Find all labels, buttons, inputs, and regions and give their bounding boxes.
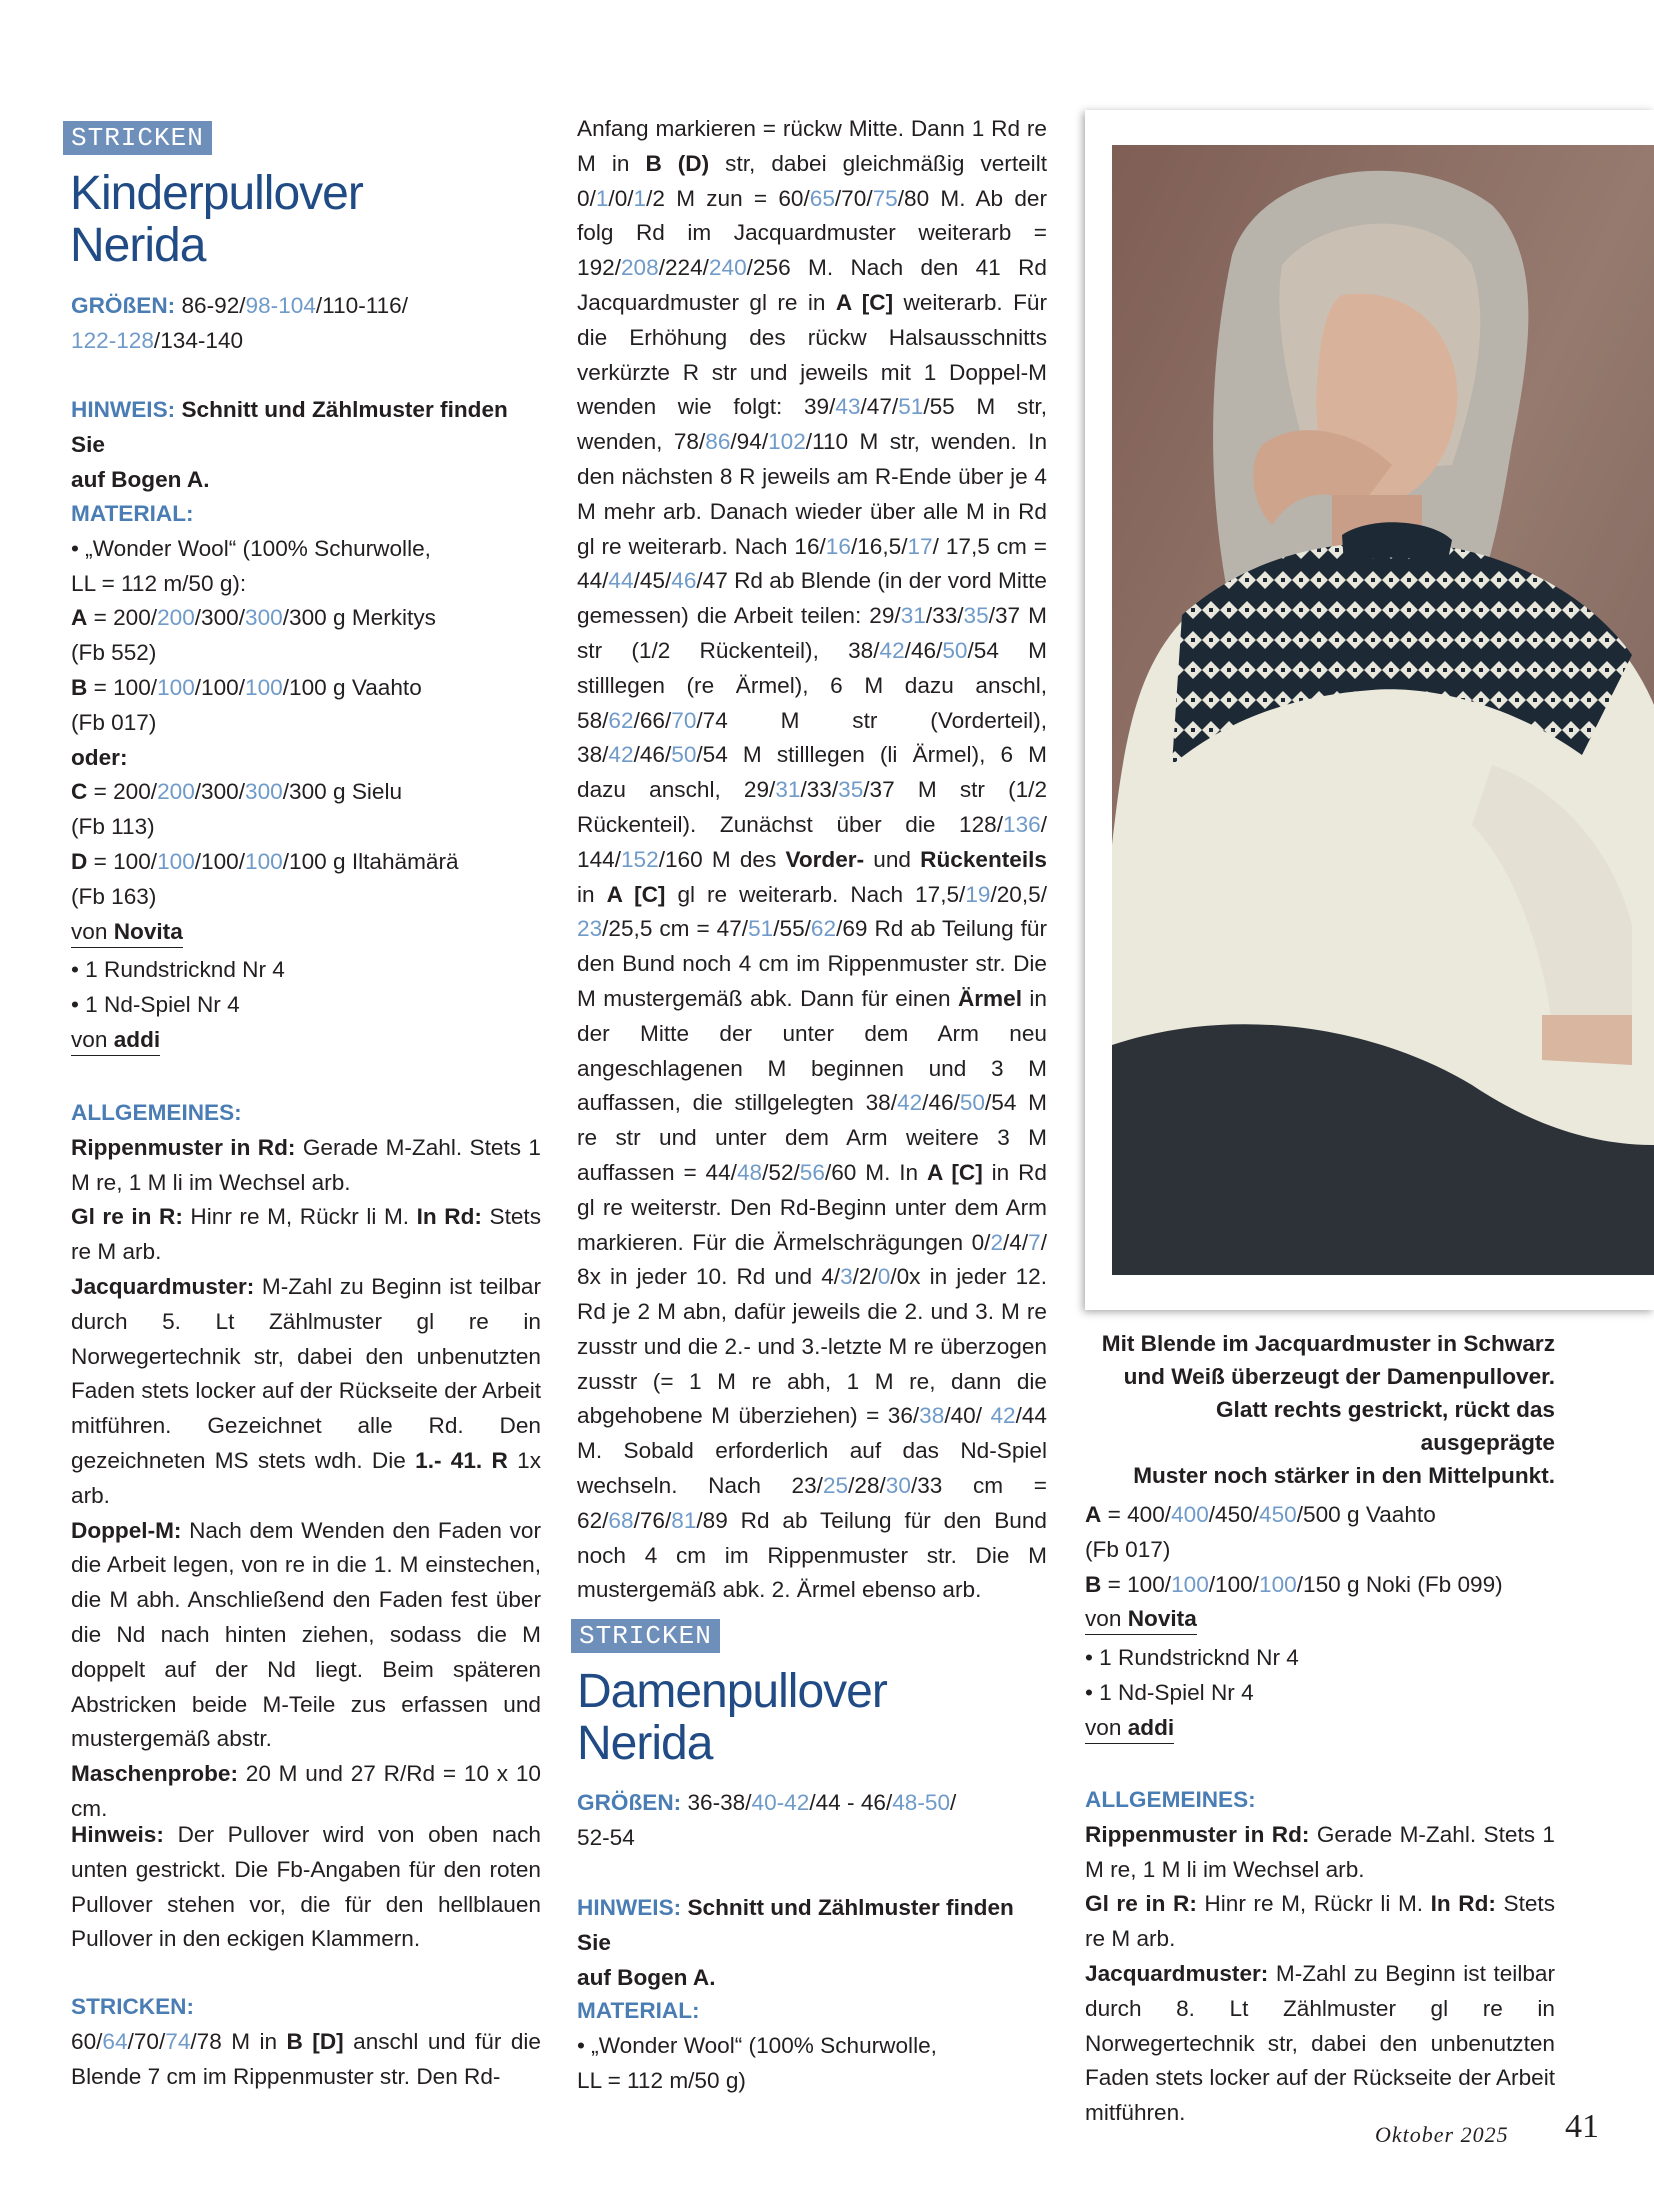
note-text: auf Bogen A. [71, 466, 210, 492]
hint-paragraph: Hinweis: Der Pullover wird von oben nach unten gestrickt. Die Fb-Angaben für den roten Pullover stehen vor, die für den hellblauen Pullover in den eckigen Klammern. [71, 1822, 541, 1952]
supplier-addi: von addi [71, 1025, 160, 1056]
material-line: D = 100/100/100/100/100 g Iltahämärä [71, 848, 459, 874]
general-paragraph: Jacquardmuster: M-Zahl zu Beginn ist teilbar durch 8. Lt Zählmuster gl re in Norwegertechnik str, dabei den unbenutzten Faden stets locker auf der Rückseite der Arbeit mitführen. [1085, 1960, 1555, 2126]
general-paragraph: Rippenmuster in Rd: Gerade M-Zahl. Stets 1 M re, 1 M li im Wechsel arb. [1085, 1821, 1555, 1882]
instructions-paragraph: Anfang markieren = rückw Mitte. Dann 1 Rd re M in B (D) str, dabei gleichmäßig verteilt 0/1/0/1/2 M zun = 60/65/70/75/80 M. Ab der folg Rd im Jacquardmuster weiterarb = 192/208/224/240/256 M. Nach den 41 Rd Jacquardmuster gl re in A [C] weiterarb. Für die Erhöhung des rückw Halsausschnitts verkürzte R str und jeweils mit 1 Doppel-M wenden wie folgt: 39/43/47/51/55 M str, wenden, 78/86/94/102/110 M str, wenden. In den nächsten 8 R jeweils am R-Ende über je 4 M mehr arb. Danach wieder über alle M in Rd gl re weiterarb. Nach 16/16/16,5/17/ 17,5 cm = 44/44/45/46/47 Rd ab Blende (in der vord Mitte gemessen) die Arbeit teilen: 29/31/33/35/37 M str (1/2 Rückenteil), 38/42/46/50/54 M stilllegen (re Ärmel), 6 M dazu anschl, 58/62/66/70/74 M str (Vorderteil), 38/42/46/50/54 M stilllegen (li Ärmel), 6 M dazu anschl, 29/31/33/35/37 M str (1/2 Rückenteil). Zunächst über die 128/136/ 144/152/160 M des Vorder- und Rückenteils in A [C] gl re weiterarb. Nach 17,5/19/20,5/ 23/25,5 cm = 47/51/55/62/69 Rd ab Teilung für den Bund noch 4 cm im Rippenmuster str. Die M mustergemäß abk. Dann für einen Ärmel in der Mitte der unter dem Arm neu angeschlagenen M beginnen und 3 M auffassen, die stillgelegten 38/42/46/50/54 M re str und unter dem Arm weitere 3 M auffassen = 44/48/52/56/60 M. In A [C] in Rd gl re weiterstr. Den Rd-Beginn unter dem Arm markieren. Für die Ärmelschrägungen 0/2/4/7/ 8x in jeder 10. Rd und 4/3/2/0/0x in jeder 12. Rd je 2 M abn, dafür jeweils die 2. und 3. M re zusstr und die 2.- und 3.-letzte M re überzogen zusstr (= 1 M re abh, 1 M re, dann die abgehobene M überziehen) = 36/38/40/ 42/44 M. Sobald erforderlich auf das Nd-Spiel wechseln. Nach 23/25/28/30/33 cm = 62/68/76/81/89 Rd ab Teilung für den Bund noch 4 cm im Rippenmuster str. Die M mustergemäß abk. 2. Ärmel ebenso arb. [577, 116, 1048, 1603]
tool-line: • 1 Nd-Spiel Nr 4 [71, 992, 240, 1018]
article-title [70, 168, 363, 272]
general-paragraph: Rippenmuster in Rd: Gerade M-Zahl. Stets 1 M re, 1 M li im Wechsel arb. [71, 1134, 541, 1195]
section-tag: STRICKEN [571, 1619, 720, 1653]
photo-illustration [1112, 145, 1654, 1275]
general-label: ALLGEMEINES: [71, 1100, 242, 1125]
general-paragraph: Gl re in R: Hinr re M, Rückr li M. In Rd: Stets re M arb. [71, 1204, 541, 1265]
note-text: Schnitt und Zählmuster finden Sie [71, 397, 508, 457]
material-line: (Fb 163) [71, 883, 157, 909]
caption-line: Mit Blende im Jacquardmuster in Schwarz [1101, 1331, 1555, 1356]
material-line: B = 100/100/100/100/150 g Noki (Fb 099) [1085, 1571, 1503, 1597]
sizes-label: GRÖßEN: [577, 1790, 682, 1815]
supplier-addi: von addi [1085, 1713, 1174, 1744]
material-line: (Fb 017) [1085, 1536, 1171, 1562]
stricken-label: STRICKEN: [71, 1994, 195, 2019]
knit-paragraph: 60/64/70/74/78 M in B [D] anschl und für die Blende 7 cm im Rippenmuster str. Den Rd- [71, 2028, 541, 2089]
tool-line: • 1 Nd-Spiel Nr 4 [1085, 1679, 1254, 1705]
general-label: ALLGEMEINES: [1085, 1787, 1256, 1812]
sizes [71, 289, 541, 359]
tool-line: • 1 Rundstricknd Nr 4 [71, 957, 285, 983]
note: HINWEIS: Schnitt und Zählmuster finden Sie auf Bogen A. [577, 1895, 1014, 1990]
material-line: A = 400/400/450/450/500 g Vaahto [1085, 1502, 1436, 1527]
material-line: • „Wonder Wool“ (100% Schurwolle, [71, 535, 431, 561]
note-label: HINWEIS: [577, 1895, 682, 1920]
supplier-novita: von Novita [71, 917, 183, 948]
size-value: 98-104 [245, 293, 316, 318]
material [71, 497, 541, 1058]
caption-line: Muster noch stärker in den Mittelpunkt. [1133, 1463, 1555, 1488]
yarn-letter: C [71, 779, 88, 805]
sizes: GRÖßEN: 36-38/40-42/44 - 46/48-50/ 52-54 [577, 1790, 957, 1850]
material-line: C = 200/200/300/300/300 g Sielu [71, 779, 403, 805]
material-line: LL = 112 m/50 g): [71, 570, 247, 596]
yarn-letter: A [71, 605, 88, 631]
general-paragraph: Doppel-M: Nach dem Wenden den Faden vor die Arbeit legen, von re in die 1. M einstechen, die M abh. Anschließend den Faden fest über die Nd nach hinten ziehen, sodass die M doppelt auf der Nd liegt. Beim späteren Abstricken beide M-Teile zus erfassen und mustergemäß abstr. [71, 1517, 541, 1752]
material-line: (Fb 113) [71, 814, 155, 840]
material-line: • „Wonder Wool“ (100% Schurwolle, [577, 2032, 937, 2058]
yarn-letter: B [71, 674, 88, 700]
caption-line: und Weiß überzeugt der Damenpullover. [1123, 1364, 1555, 1389]
size-value: /110-116/ [315, 293, 409, 318]
caption-line: Glatt rechts gestrickt, rückt das ausgeprägte [1215, 1397, 1555, 1455]
title-line: Nerida [70, 219, 206, 272]
general-paragraph: Maschenprobe: 20 M und 27 R/Rd = 10 x 10 cm. [71, 1761, 541, 1821]
section-tag: STRICKEN [63, 121, 212, 155]
title-line: Kinderpullover [70, 167, 363, 220]
article-title [577, 1666, 887, 1770]
size-value: 86-92/ [181, 293, 246, 318]
material-line: (Fb 552) [71, 640, 157, 666]
title-line: Damenpullover [577, 1665, 887, 1718]
general-paragraph: Gl re in R: Hinr re M, Rückr li M. In Rd: Stets re M arb. [1085, 1891, 1555, 1952]
material-line: B = 100/100/100/100/100 g Vaahto [71, 674, 422, 700]
material [1085, 1498, 1555, 1746]
material-line: oder: [71, 744, 128, 770]
knit-start [71, 1990, 541, 2094]
material [577, 1994, 1047, 2098]
yarn-letter: D [71, 848, 88, 874]
note-label: HINWEIS: [71, 397, 176, 422]
sizes-label: GRÖßEN: [71, 293, 176, 318]
title-line: Nerida [577, 1717, 713, 1770]
general-paragraph: Jacquardmuster: M-Zahl zu Beginn ist teilbar durch 5. Lt Zählmuster gl re in Norwegertechnik str, dabei den unbenutzten Faden stets locker auf der Rückseite der Arbeit mitführen. Gezeichnet alle Rd. Den gezeichneten MS stets wdh. Die 1.- 41. R 1x arb. [71, 1273, 541, 1508]
material-label: MATERIAL: [71, 501, 194, 526]
material-label: MATERIAL: [577, 1998, 700, 2023]
note [71, 393, 541, 497]
size-value: 122-128 [71, 327, 154, 353]
material-line: A = 200/200/300/300/300 g Merkitys [71, 605, 436, 631]
woman-in-nordic-sweater-photo [1085, 110, 1654, 1310]
general [1085, 1783, 1555, 2131]
material-line: LL = 112 m/50 g) [577, 2067, 746, 2093]
tool-line: • 1 Rundstricknd Nr 4 [1085, 1645, 1299, 1671]
material-line: (Fb 017) [71, 709, 157, 735]
supplier-novita: von Novita [1085, 1604, 1197, 1635]
issue-date: Oktober 2025 [1375, 2122, 1509, 2147]
page-number: 41 [1565, 2108, 1599, 2145]
photo-caption [1085, 1327, 1555, 1492]
general [71, 1096, 541, 1827]
size-value: /134-140 [153, 327, 244, 353]
